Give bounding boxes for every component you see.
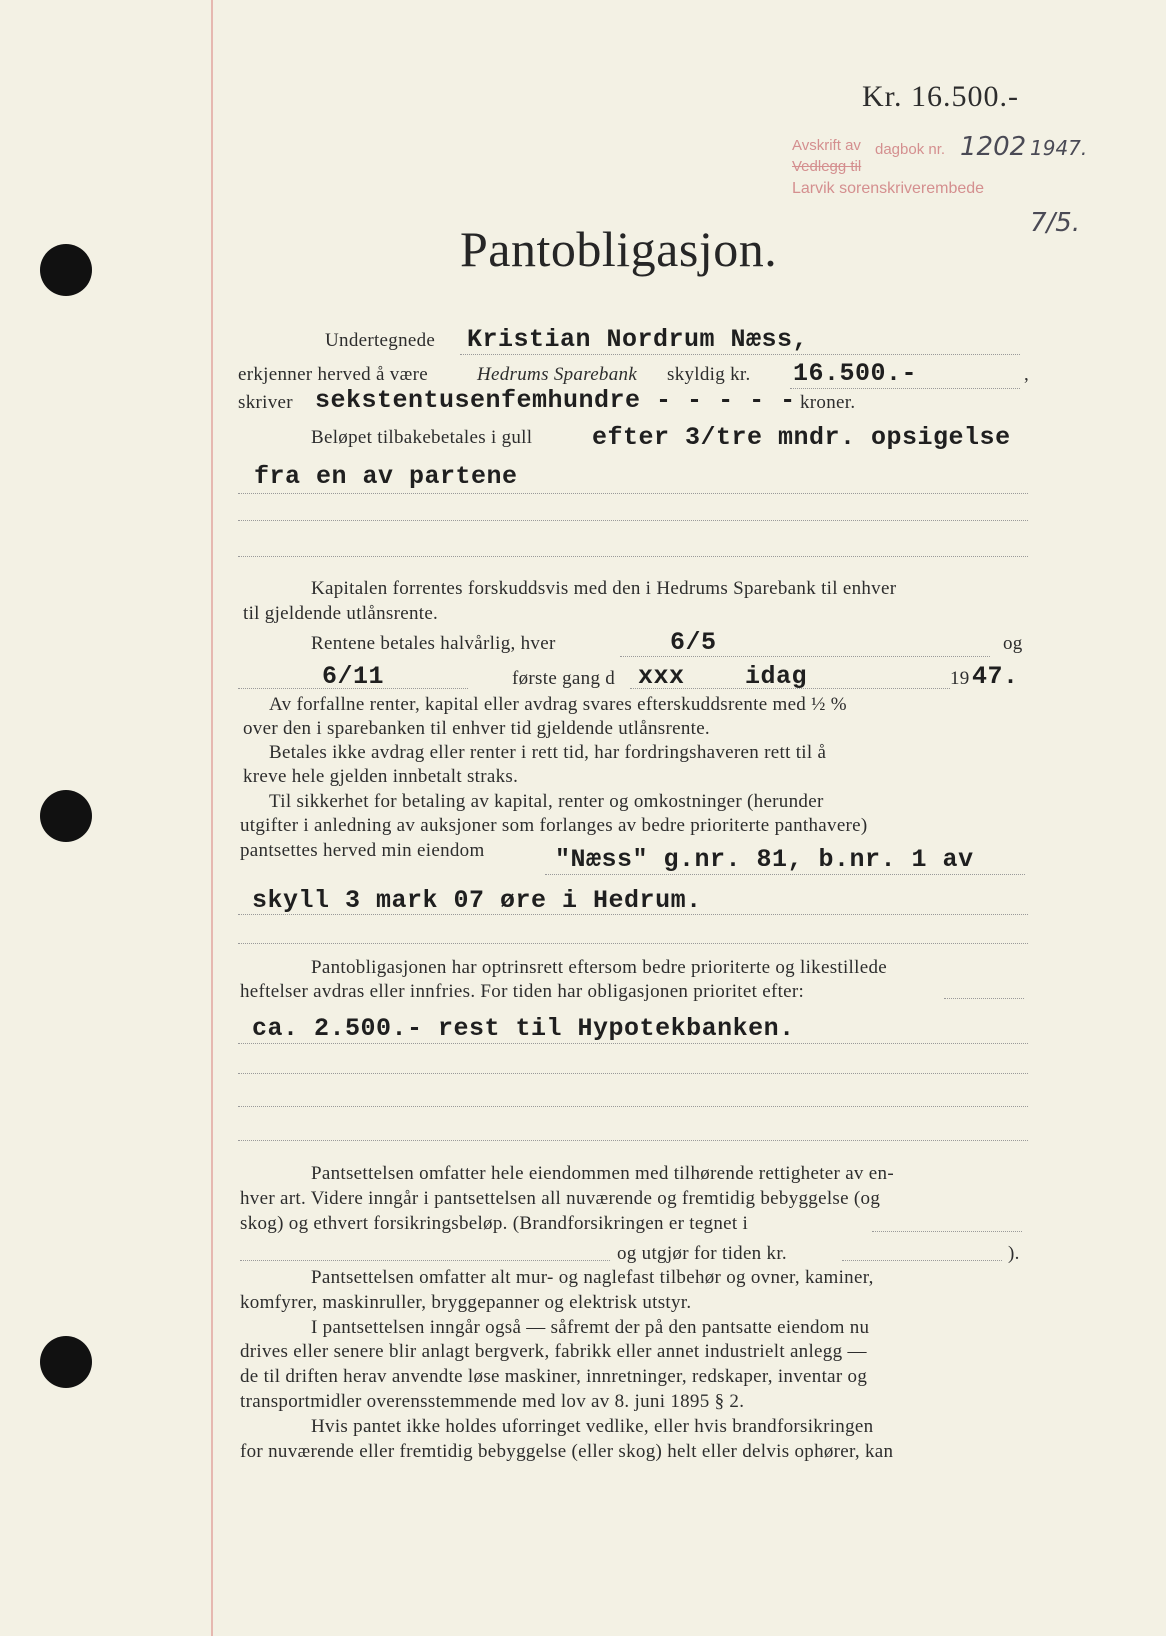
text-line: for nuværende eller fremtidig bebyggelse (eller skog) helt eller delvis ophører, kan xyxy=(240,1441,894,1462)
value-amount: 16.500.- xyxy=(793,359,918,388)
text-line: Pantobligasjonen har optrinsrett eftersom bedre prioriterte og likestillede xyxy=(311,957,887,978)
fill-line xyxy=(238,493,1028,494)
text-line: og utgjør for tiden kr. xyxy=(617,1243,787,1264)
text-line: Rentene betales halvårlig, hver xyxy=(311,633,556,654)
fill-line xyxy=(460,354,1020,355)
fill-line xyxy=(238,556,1028,557)
text-skyldig: skyldig kr. xyxy=(667,364,751,385)
punch-hole xyxy=(40,244,92,296)
value-first-date: idag xyxy=(745,662,808,691)
fill-line xyxy=(238,688,468,689)
text-line: I pantsettelsen inngår også — såfremt der på den pantsatte eiendom nu xyxy=(311,1317,870,1338)
value-interest-date-2: 6/11 xyxy=(322,662,385,691)
comma: , xyxy=(1024,364,1030,385)
value-amount-words: sekstentusenfemhundre - - - - - xyxy=(315,386,796,415)
fill-line xyxy=(240,1260,610,1261)
text-line: Pantsettelsen omfatter alt mur- og naglefast tilbehør og ovner, kaminer, xyxy=(311,1267,874,1288)
text-forste-gang: første gang d xyxy=(512,668,616,689)
text-line: til gjeldende utlånsrente. xyxy=(243,603,439,624)
fill-line xyxy=(238,1106,1028,1107)
text-line: skog) og ethvert forsikringsbeløp. (Brandforsikringen er tegnet i xyxy=(240,1213,749,1234)
fill-line xyxy=(620,656,990,657)
text-line: utgifter i anledning av auksjoner som forlanges av bedre prioriterte panthavere) xyxy=(240,815,868,836)
text-bank-name: Hedrums Sparebank xyxy=(477,364,638,385)
fill-line xyxy=(872,1231,1022,1232)
text-line: heftelser avdras eller innfries. For tiden har obligasjonen prioritet efter: xyxy=(240,981,805,1002)
fill-line xyxy=(630,688,950,689)
text-line: kreve hele gjelden innbetalt straks. xyxy=(243,766,519,787)
punch-hole xyxy=(40,1336,92,1388)
fill-line xyxy=(842,1260,1002,1261)
value-interest-date-1: 6/5 xyxy=(670,628,717,657)
date-handwritten: 7/5. xyxy=(1030,208,1081,238)
text-line: Til sikkerhet for betaling av kapital, renter og omkostninger (herunder xyxy=(269,791,824,812)
text-line: Pantsettelsen omfatter hele eiendommen med tilhørende rettigheter av en- xyxy=(311,1163,894,1184)
label-belopet: Beløpet tilbakebetales i gull xyxy=(311,427,533,448)
value-repayment: efter 3/tre mndr. opsigelse xyxy=(592,423,1011,452)
value-priority: ca. 2.500.- rest til Hypotekbanken. xyxy=(252,1014,795,1043)
stamp-line-3: Larvik sorenskriverembede xyxy=(792,180,985,197)
text-line: Kapitalen forrentes forskuddsvis med den i Hedrums Sparebank til enhver xyxy=(311,578,897,599)
text-paren: ). xyxy=(1008,1243,1020,1264)
label-skriver: skriver xyxy=(238,392,293,413)
fill-line xyxy=(238,1073,1028,1074)
fill-line xyxy=(238,1140,1028,1141)
value-property-cont: skyll 3 mark 07 øre i Hedrum. xyxy=(252,886,702,915)
dagbok-number: 1202 xyxy=(960,132,1027,162)
fill-line xyxy=(238,914,1028,915)
text-year-prefix: 19 xyxy=(950,668,970,689)
fill-line xyxy=(944,998,1024,999)
value-struck: xxx xyxy=(638,662,685,691)
value-year: 47. xyxy=(972,662,1019,691)
fill-line xyxy=(545,874,1025,875)
text-line: hver art. Videre inngår i pantsettelsen all nuværende og fremtidig bebyggelse (og xyxy=(240,1188,881,1209)
text-line: Betales ikke avdrag eller renter i rett tid, har fordringshaveren rett til å xyxy=(269,742,827,763)
fill-line xyxy=(238,1043,1028,1044)
text-line: de til driften herav anvendte løse maskiner, innretninger, redskaper, inventar og xyxy=(240,1366,868,1387)
text-line: Av forfallne renter, kapital eller avdrag svares efterskuddsrente med ½ % xyxy=(269,694,847,715)
punch-hole xyxy=(40,790,92,842)
text-erkjenner: erkjenner herved å være xyxy=(238,364,428,385)
text-line: over den i sparebanken til enhver tid gjeldende utlånsrente. xyxy=(243,718,710,739)
value-repayment-cont: fra en av partene xyxy=(254,462,518,491)
fill-line xyxy=(238,520,1028,521)
stamp-line-1b: dagbok nr. xyxy=(875,141,946,158)
text-line: pantsettes herved min eiendom xyxy=(240,840,485,861)
fill-line xyxy=(238,943,1028,944)
text-kroner: kroner. xyxy=(800,392,856,413)
fill-line xyxy=(790,388,1020,389)
document-title: Pantobligasjon. xyxy=(460,221,778,277)
value-property: "Næss" g.nr. 81, b.nr. 1 av xyxy=(555,845,974,874)
text-line: Hvis pantet ikke holdes uforringet vedlike, eller hvis brandforsikringen xyxy=(311,1416,874,1437)
text-line: transportmidler overensstemmende med lov av 8. juni 1895 § 2. xyxy=(240,1391,745,1412)
text-line: drives eller senere blir anlagt bergverk, fabrikk eller annet industrielt anlegg — xyxy=(240,1341,867,1362)
label-undertegnede: Undertegnede xyxy=(325,330,436,351)
stamp-line-2: Vedlegg til xyxy=(792,158,862,175)
amount-header: Kr. 16.500.- xyxy=(862,80,1019,113)
value-name: Kristian Nordrum Næss, xyxy=(467,325,809,354)
text-line: komfyrer, maskinruller, bryggepanner og elektrisk utstyr. xyxy=(240,1292,692,1313)
margin-line xyxy=(211,0,213,1636)
text-og: og xyxy=(1003,633,1023,654)
stamp-line-1: Avskrift av xyxy=(792,137,861,154)
dagbok-year: 1947. xyxy=(1030,136,1088,160)
